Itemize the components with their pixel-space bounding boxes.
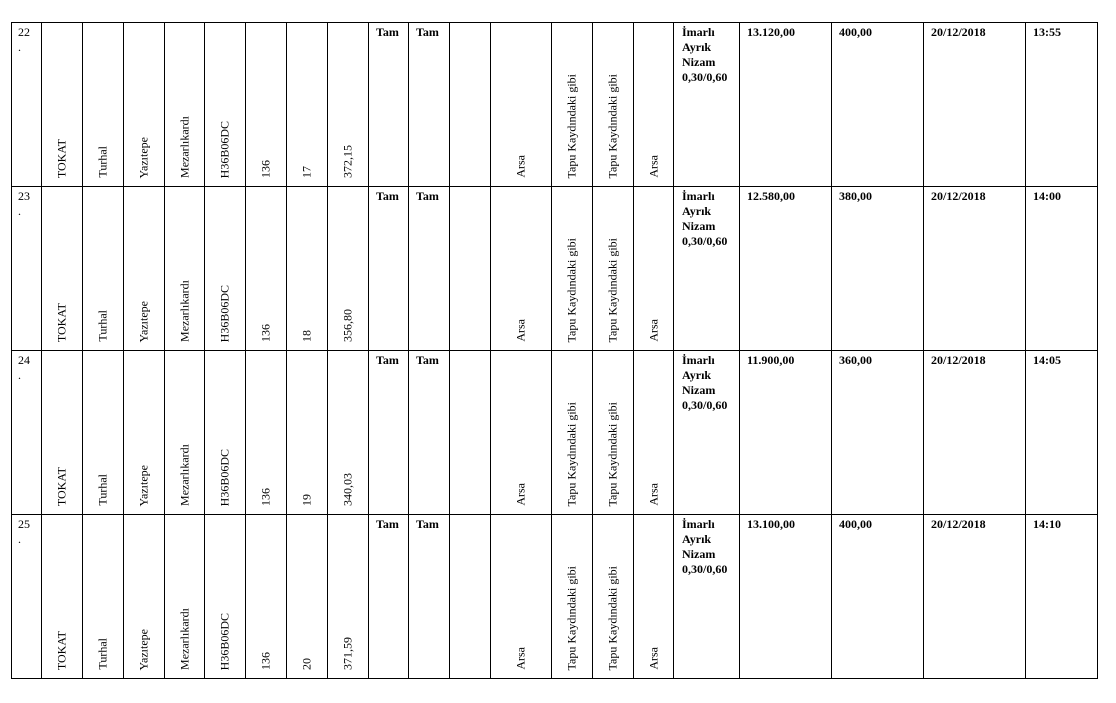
parsel-cell: [287, 23, 328, 187]
bedel-value: 11.900,00: [747, 353, 795, 367]
il-value: [55, 631, 70, 670]
mahalle-cell: [124, 187, 165, 351]
tarih-cell: [924, 23, 1026, 187]
mahalle-text: Yazıtepe: [136, 464, 151, 506]
il-cell: [42, 23, 83, 187]
hisse-value-2: Tam: [416, 25, 439, 39]
mevkii-cell: [165, 187, 205, 351]
teminat-cell: [832, 515, 924, 679]
imar-value: [674, 515, 739, 577]
tapu-value-2: [606, 238, 621, 342]
ilce-cell: [83, 23, 124, 187]
vasif-value: [646, 319, 661, 342]
imar-cell: [674, 515, 740, 679]
ada-value: [259, 160, 274, 178]
mevkii-cell: [165, 351, 205, 515]
il-value: [55, 139, 70, 178]
teminat-value: 400,00: [839, 517, 872, 531]
parsel-cell: [287, 515, 328, 679]
ada-text: 136: [258, 488, 273, 506]
cins-text: Arsa: [513, 319, 528, 342]
tapu-cell: [552, 351, 593, 515]
cins-cell: [491, 187, 552, 351]
ilce-cell: [83, 187, 124, 351]
tapu-cell-2: [593, 23, 634, 187]
hisse-cell-2: [409, 187, 450, 351]
teminat-cell: [832, 187, 924, 351]
hisse-value: Tam: [376, 25, 399, 39]
ada-cell: [246, 187, 287, 351]
row-number-cell: [12, 515, 42, 679]
parsel-text: 19: [299, 494, 314, 506]
parsel-value: [300, 658, 315, 670]
empty-cell: [450, 515, 491, 679]
empty-cell: [450, 351, 491, 515]
imar4-text: 0,30/0,60: [682, 70, 728, 84]
vasif-cell: [634, 187, 674, 351]
mahalle-cell: [124, 351, 165, 515]
saat-cell: [1026, 515, 1098, 679]
pafta-text: H36B06DC: [217, 612, 232, 670]
hisse-value: Tam: [376, 189, 399, 203]
pafta-value: [218, 121, 233, 178]
teminat-cell: [832, 351, 924, 515]
ilce-cell: [83, 351, 124, 515]
tarih-value: 20/12/2018: [931, 517, 986, 531]
alan-cell: [328, 187, 369, 351]
hisse-cell: [369, 23, 409, 187]
ilce-text: Turhal: [95, 310, 110, 342]
bedel-cell: [740, 515, 832, 679]
mahalle-value: [137, 629, 152, 670]
empty-cell: [450, 187, 491, 351]
ilce-text: Turhal: [95, 474, 110, 506]
mahalle-text: Yazıtepe: [136, 136, 151, 178]
saat-value: 14:00: [1033, 189, 1061, 203]
tarih-value: 20/12/2018: [931, 189, 986, 203]
hisse-cell-2: [409, 515, 450, 679]
ada-value: [259, 324, 274, 342]
parsel-text: 20: [299, 658, 314, 670]
cins-text: Arsa: [513, 647, 528, 670]
hisse-value-2: Tam: [416, 189, 439, 203]
vasif-cell: [634, 351, 674, 515]
mevkii-value: [177, 280, 192, 342]
empty-cell: [450, 23, 491, 187]
vasif-text: Arsa: [646, 483, 660, 506]
il-text: TOKAT: [54, 630, 69, 670]
cins-cell: [491, 23, 552, 187]
pafta-text: H36B06DC: [217, 120, 232, 178]
mevkii-text: Mezarlıkardı: [177, 116, 191, 178]
hisse-value-2: Tam: [416, 517, 439, 531]
imar1-text: İmarlı: [682, 353, 715, 367]
ada-value: [259, 488, 274, 506]
mahalle-cell: [124, 23, 165, 187]
saat-cell: [1026, 23, 1098, 187]
parsel-value: [300, 166, 315, 178]
imar-value: [674, 23, 739, 85]
mevkii-text: Mezarlıkardı: [177, 280, 191, 342]
tarih-value: 20/12/2018: [931, 353, 986, 367]
ilce-text: Turhal: [95, 146, 110, 178]
ada-text: 136: [258, 652, 273, 670]
ilce-value: [96, 310, 111, 342]
imar2-text: Ayrık: [682, 368, 712, 382]
tapu-value: [565, 238, 580, 342]
vasif-text: Arsa: [646, 155, 660, 178]
row-number-dot: .: [18, 40, 21, 54]
mahalle-cell: [124, 515, 165, 679]
mahalle-text: Yazıtepe: [136, 300, 151, 342]
tapu1-text: Tapu Kaydındaki gibi: [564, 401, 579, 506]
mahalle-value: [137, 465, 152, 506]
tapu-cell: [552, 23, 593, 187]
tapu2-text: Tapu Kaydındaki gibi: [605, 73, 620, 178]
row-number: 25: [18, 517, 30, 531]
cins-value: [514, 155, 529, 178]
tapu-value-2: [606, 402, 621, 506]
mevkii-text: Mezarlıkardı: [177, 444, 191, 506]
imar1-text: İmarlı: [682, 189, 715, 203]
hisse-cell-2: [409, 23, 450, 187]
saat-value: 14:05: [1033, 353, 1061, 367]
parcel-table: [11, 22, 1098, 679]
teminat-cell: [832, 23, 924, 187]
cins-value: [514, 647, 529, 670]
imar3-text: Nizam: [682, 219, 716, 233]
tapu-value: [565, 566, 580, 670]
ada-cell: [246, 23, 287, 187]
table-row: [12, 187, 1098, 351]
tarih-cell: [924, 351, 1026, 515]
alan-cell: [328, 515, 369, 679]
hisse-cell: [369, 187, 409, 351]
bedel-cell: [740, 187, 832, 351]
pafta-text: H36B06DC: [217, 284, 232, 342]
row-number-dot: .: [18, 532, 21, 546]
hisse-cell: [369, 351, 409, 515]
tapu-cell-2: [593, 351, 634, 515]
vasif-value: [646, 647, 661, 670]
ada-text: 136: [258, 324, 273, 342]
imar1-text: İmarlı: [682, 25, 715, 39]
il-text: TOKAT: [54, 466, 69, 506]
bedel-cell: [740, 23, 832, 187]
parsel-cell: [287, 187, 328, 351]
pafta-value: [218, 449, 233, 506]
alan-value: [341, 309, 356, 342]
pafta-value: [218, 613, 233, 670]
vasif-value: [646, 483, 661, 506]
row-number: 22: [18, 25, 30, 39]
tapu1-text: Tapu Kaydındaki gibi: [564, 73, 579, 178]
pafta-cell: [205, 187, 246, 351]
ilce-value: [96, 474, 111, 506]
table-row: [12, 351, 1098, 515]
imar3-text: Nizam: [682, 547, 716, 561]
pafta-cell: [205, 515, 246, 679]
parsel-value: [300, 330, 315, 342]
table-row: [12, 515, 1098, 679]
pafta-value: [218, 285, 233, 342]
tapu-cell: [552, 515, 593, 679]
bedel-value: 13.120,00: [747, 25, 795, 39]
imar-value: [674, 351, 739, 413]
ilce-value: [96, 146, 111, 178]
cins-cell: [491, 351, 552, 515]
ada-value: [259, 652, 274, 670]
imar4-text: 0,30/0,60: [682, 234, 728, 248]
hisse-value: Tam: [376, 353, 399, 367]
ilce-value: [96, 638, 111, 670]
alan-value: [341, 473, 356, 506]
tapu1-text: Tapu Kaydındaki gibi: [564, 237, 579, 342]
vasif-value: [646, 155, 661, 178]
saat-value: 13:55: [1033, 25, 1061, 39]
row-number-dot: .: [18, 368, 21, 382]
vasif-cell: [634, 515, 674, 679]
row-number-cell: [12, 187, 42, 351]
il-cell: [42, 515, 83, 679]
cins-value: [514, 483, 529, 506]
vasif-cell: [634, 23, 674, 187]
ada-cell: [246, 351, 287, 515]
vasif-text: Arsa: [646, 319, 660, 342]
alan-text: 372,15: [340, 145, 355, 178]
mahalle-value: [137, 137, 152, 178]
alan-cell: [328, 351, 369, 515]
teminat-value: 380,00: [839, 189, 872, 203]
parsel-value: [300, 494, 315, 506]
tapu-cell-2: [593, 515, 634, 679]
mevkii-cell: [165, 515, 205, 679]
tapu2-text: Tapu Kaydındaki gibi: [605, 401, 620, 506]
alan-cell: [328, 23, 369, 187]
imar-cell: [674, 351, 740, 515]
ada-text: 136: [258, 160, 273, 178]
tapu2-text: Tapu Kaydındaki gibi: [605, 237, 620, 342]
teminat-value: 400,00: [839, 25, 872, 39]
tarih-value: 20/12/2018: [931, 25, 986, 39]
row-number-cell: [12, 351, 42, 515]
imar3-text: Nizam: [682, 55, 716, 69]
tapu-value: [565, 74, 580, 178]
row-number-cell: [12, 23, 42, 187]
imar4-text: 0,30/0,60: [682, 562, 728, 576]
alan-value: [341, 637, 356, 670]
saat-value: 14:10: [1033, 517, 1061, 531]
teminat-value: 360,00: [839, 353, 872, 367]
bedel-cell: [740, 351, 832, 515]
ilce-cell: [83, 515, 124, 679]
cins-text: Arsa: [513, 483, 528, 506]
pafta-cell: [205, 23, 246, 187]
cins-cell: [491, 515, 552, 679]
parsel-text: 18: [299, 330, 314, 342]
saat-cell: [1026, 351, 1098, 515]
table-row: [12, 23, 1098, 187]
hisse-value: Tam: [376, 517, 399, 531]
tarih-cell: [924, 187, 1026, 351]
imar-cell: [674, 23, 740, 187]
alan-text: 356,80: [340, 309, 355, 342]
imar1-text: İmarlı: [682, 517, 715, 531]
mevkii-value: [177, 608, 192, 670]
row-number: 23: [18, 189, 30, 203]
tapu-value-2: [606, 74, 621, 178]
tapu-value-2: [606, 566, 621, 670]
pafta-text: H36B06DC: [217, 448, 232, 506]
bedel-value: 12.580,00: [747, 189, 795, 203]
tarih-cell: [924, 515, 1026, 679]
pafta-cell: [205, 351, 246, 515]
alan-text: 340,03: [340, 473, 355, 506]
imar3-text: Nizam: [682, 383, 716, 397]
row-number-dot: .: [18, 204, 21, 218]
imar-value: [674, 187, 739, 249]
vasif-text: Arsa: [646, 647, 660, 670]
il-value: [55, 303, 70, 342]
hisse-cell: [369, 515, 409, 679]
il-cell: [42, 187, 83, 351]
tapu2-text: Tapu Kaydındaki gibi: [605, 565, 620, 670]
mevkii-cell: [165, 23, 205, 187]
il-value: [55, 467, 70, 506]
cins-text: Arsa: [513, 155, 528, 178]
il-text: TOKAT: [54, 138, 69, 178]
alan-text: 371,59: [340, 637, 355, 670]
imar2-text: Ayrık: [682, 40, 712, 54]
parsel-text: 17: [299, 166, 314, 178]
tapu-cell: [552, 187, 593, 351]
mahalle-text: Yazıtepe: [136, 628, 151, 670]
tapu-value: [565, 402, 580, 506]
hisse-value-2: Tam: [416, 353, 439, 367]
alan-value: [341, 145, 356, 178]
imar2-text: Ayrık: [682, 204, 712, 218]
mevkii-value: [177, 444, 192, 506]
mevkii-value: [177, 116, 192, 178]
imar2-text: Ayrık: [682, 532, 712, 546]
imar-cell: [674, 187, 740, 351]
saat-cell: [1026, 187, 1098, 351]
ilce-text: Turhal: [95, 638, 110, 670]
tapu-cell-2: [593, 187, 634, 351]
cins-value: [514, 319, 529, 342]
il-cell: [42, 351, 83, 515]
mevkii-text: Mezarlıkardı: [177, 608, 191, 670]
ada-cell: [246, 515, 287, 679]
il-text: TOKAT: [54, 302, 69, 342]
row-number: 24: [18, 353, 30, 367]
bedel-value: 13.100,00: [747, 517, 795, 531]
parsel-cell: [287, 351, 328, 515]
imar4-text: 0,30/0,60: [682, 398, 728, 412]
mahalle-value: [137, 301, 152, 342]
hisse-cell-2: [409, 351, 450, 515]
tapu1-text: Tapu Kaydındaki gibi: [564, 565, 579, 670]
